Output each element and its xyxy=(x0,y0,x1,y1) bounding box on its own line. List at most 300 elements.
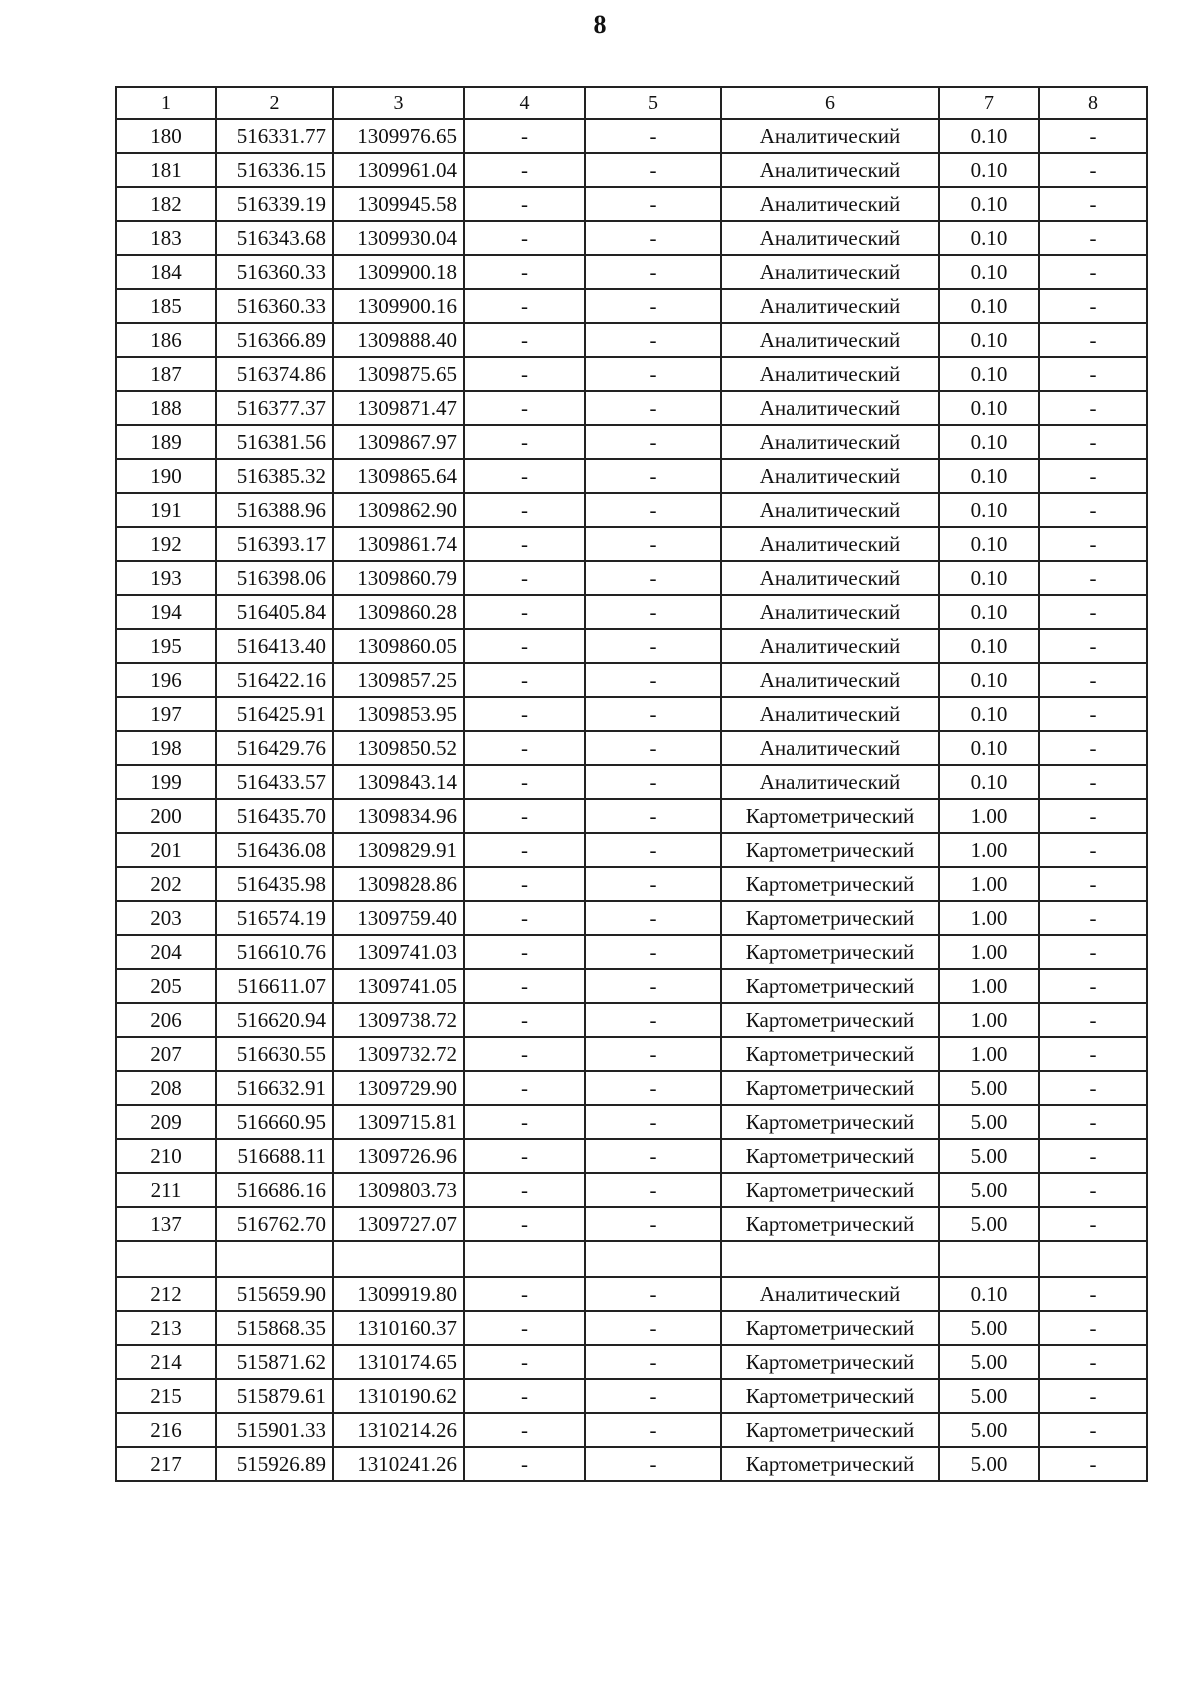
table-row xyxy=(116,493,1147,527)
table-cell: Картометрический xyxy=(721,833,939,867)
table-cell: 1.00 xyxy=(939,901,1039,935)
table-cell: 516377.37 xyxy=(216,391,333,425)
table-cell: - xyxy=(585,595,721,629)
table-row xyxy=(116,357,1147,391)
table-cell: Аналитический xyxy=(721,119,939,153)
table-cell: 516425.91 xyxy=(216,697,333,731)
table-row xyxy=(116,833,1147,867)
table-cell: 1309732.72 xyxy=(333,1037,464,1071)
table-row xyxy=(116,1447,1147,1481)
table-cell: 1310190.62 xyxy=(333,1379,464,1413)
table-cell: - xyxy=(1039,1071,1147,1105)
table-cell: 516405.84 xyxy=(216,595,333,629)
table-cell: - xyxy=(464,323,585,357)
table-cell: - xyxy=(1039,561,1147,595)
table-cell: Картометрический xyxy=(721,867,939,901)
table-cell: 1309759.40 xyxy=(333,901,464,935)
table-cell: - xyxy=(585,289,721,323)
table-cell: - xyxy=(1039,255,1147,289)
table-cell: - xyxy=(585,1311,721,1345)
table-cell: Картометрический xyxy=(721,1173,939,1207)
table-cell: - xyxy=(464,969,585,1003)
table-cell: 209 xyxy=(116,1105,216,1139)
table-cell: - xyxy=(464,527,585,561)
table-cell: - xyxy=(1039,493,1147,527)
table-cell: 194 xyxy=(116,595,216,629)
table-cell: - xyxy=(1039,425,1147,459)
table-row xyxy=(116,1037,1147,1071)
table-cell: 1309860.28 xyxy=(333,595,464,629)
table-cell: - xyxy=(464,731,585,765)
table-cell: 180 xyxy=(116,119,216,153)
table-cell: 516611.07 xyxy=(216,969,333,1003)
table-cell: 1309888.40 xyxy=(333,323,464,357)
table-cell: 516422.16 xyxy=(216,663,333,697)
table-cell: Аналитический xyxy=(721,357,939,391)
table-cell: 206 xyxy=(116,1003,216,1037)
table-cell: 1310214.26 xyxy=(333,1413,464,1447)
table-cell: - xyxy=(1039,289,1147,323)
table-row xyxy=(116,425,1147,459)
table-cell: - xyxy=(1039,153,1147,187)
table-cell: 1309930.04 xyxy=(333,221,464,255)
table-cell: - xyxy=(464,425,585,459)
table-cell: - xyxy=(464,119,585,153)
table-cell: Аналитический xyxy=(721,731,939,765)
table-cell: 214 xyxy=(116,1345,216,1379)
table-cell: 201 xyxy=(116,833,216,867)
table-cell: 5.00 xyxy=(939,1345,1039,1379)
table-cell: 5.00 xyxy=(939,1071,1039,1105)
table-cell: - xyxy=(1039,935,1147,969)
table-cell: 197 xyxy=(116,697,216,731)
table-cell: 195 xyxy=(116,629,216,663)
table-cell: 0.10 xyxy=(939,255,1039,289)
table-cell xyxy=(1039,1241,1147,1277)
table-row xyxy=(116,1139,1147,1173)
table-cell: 0.10 xyxy=(939,663,1039,697)
table-cell: 191 xyxy=(116,493,216,527)
table-cell: 1.00 xyxy=(939,833,1039,867)
table-row xyxy=(116,527,1147,561)
table-cell: - xyxy=(585,1003,721,1037)
column-header: 5 xyxy=(585,87,721,119)
table-cell: - xyxy=(1039,1311,1147,1345)
table-cell: Аналитический xyxy=(721,493,939,527)
table-cell: 1309843.14 xyxy=(333,765,464,799)
table-cell: 198 xyxy=(116,731,216,765)
table-row xyxy=(116,1379,1147,1413)
table-cell: - xyxy=(585,799,721,833)
table-cell: 199 xyxy=(116,765,216,799)
table-cell: - xyxy=(1039,187,1147,221)
table-cell: - xyxy=(464,935,585,969)
table-cell: - xyxy=(464,561,585,595)
table-cell: Картометрический xyxy=(721,1311,939,1345)
table-row xyxy=(116,629,1147,663)
table-cell: - xyxy=(1039,459,1147,493)
table-cell: - xyxy=(585,527,721,561)
table-cell: - xyxy=(1039,119,1147,153)
table-cell: 1310241.26 xyxy=(333,1447,464,1481)
table-cell: - xyxy=(585,765,721,799)
table-cell: - xyxy=(1039,1277,1147,1311)
table-cell: Аналитический xyxy=(721,187,939,221)
table-cell: 516660.95 xyxy=(216,1105,333,1139)
table-row xyxy=(116,153,1147,187)
table-row xyxy=(116,1311,1147,1345)
table-cell: 516360.33 xyxy=(216,255,333,289)
table-cell: - xyxy=(585,1379,721,1413)
table-cell: 516360.33 xyxy=(216,289,333,323)
column-header: 6 xyxy=(721,87,939,119)
table-cell: 1309900.18 xyxy=(333,255,464,289)
table-cell: 1309945.58 xyxy=(333,187,464,221)
table-cell: Картометрический xyxy=(721,1447,939,1481)
table-cell: Картометрический xyxy=(721,901,939,935)
table-cell: 0.10 xyxy=(939,561,1039,595)
table-cell: - xyxy=(585,1413,721,1447)
table-cell: 0.10 xyxy=(939,493,1039,527)
table-cell: 0.10 xyxy=(939,357,1039,391)
table-cell: Картометрический xyxy=(721,799,939,833)
table-cell: 1309829.91 xyxy=(333,833,464,867)
table-cell: 1.00 xyxy=(939,867,1039,901)
table-cell: 1309861.74 xyxy=(333,527,464,561)
table-row xyxy=(116,1105,1147,1139)
table-cell: 5.00 xyxy=(939,1447,1039,1481)
table-cell: 203 xyxy=(116,901,216,935)
table-cell: - xyxy=(1039,1413,1147,1447)
table-row xyxy=(116,561,1147,595)
table-cell: 0.10 xyxy=(939,697,1039,731)
table-cell: 187 xyxy=(116,357,216,391)
table-cell: 1309715.81 xyxy=(333,1105,464,1139)
table-cell: - xyxy=(585,119,721,153)
table-cell: 1.00 xyxy=(939,935,1039,969)
table-cell: 516620.94 xyxy=(216,1003,333,1037)
table-cell: 137 xyxy=(116,1207,216,1241)
table-cell: - xyxy=(464,867,585,901)
table-cell: 0.10 xyxy=(939,153,1039,187)
table-cell: - xyxy=(585,1345,721,1379)
table-cell: - xyxy=(1039,731,1147,765)
table-row xyxy=(116,731,1147,765)
table-cell: 0.10 xyxy=(939,187,1039,221)
table-cell: - xyxy=(1039,833,1147,867)
table-cell: - xyxy=(585,833,721,867)
table-cell: 516630.55 xyxy=(216,1037,333,1071)
table-cell: 184 xyxy=(116,255,216,289)
table-row xyxy=(116,119,1147,153)
table-cell: - xyxy=(464,391,585,425)
table-header-row xyxy=(116,87,1147,119)
table-cell: 1309741.05 xyxy=(333,969,464,1003)
table-cell: - xyxy=(585,561,721,595)
table-cell: Аналитический xyxy=(721,153,939,187)
table-cell: 1.00 xyxy=(939,1037,1039,1071)
table-cell: 1309729.90 xyxy=(333,1071,464,1105)
table-cell: 183 xyxy=(116,221,216,255)
table-cell: 212 xyxy=(116,1277,216,1311)
table-cell: - xyxy=(585,1207,721,1241)
table-cell: - xyxy=(464,153,585,187)
table-cell: 516610.76 xyxy=(216,935,333,969)
table-row xyxy=(116,255,1147,289)
table-cell: 215 xyxy=(116,1379,216,1413)
table-cell: - xyxy=(585,731,721,765)
table-cell: Аналитический xyxy=(721,459,939,493)
table-cell: - xyxy=(464,459,585,493)
table-cell xyxy=(333,1241,464,1277)
table-cell: 0.10 xyxy=(939,425,1039,459)
table-cell: 188 xyxy=(116,391,216,425)
column-header: 7 xyxy=(939,87,1039,119)
table-cell: 5.00 xyxy=(939,1413,1039,1447)
table-row xyxy=(116,1241,1147,1277)
table-cell: 516632.91 xyxy=(216,1071,333,1105)
coordinates-table xyxy=(115,86,1148,1482)
table-cell: - xyxy=(464,187,585,221)
table-cell: - xyxy=(1039,629,1147,663)
table-cell: 5.00 xyxy=(939,1311,1039,1345)
table-cell: - xyxy=(464,1105,585,1139)
table-row xyxy=(116,1277,1147,1311)
table-row xyxy=(116,1413,1147,1447)
table-cell: 516574.19 xyxy=(216,901,333,935)
table-cell: - xyxy=(464,221,585,255)
table-cell: Аналитический xyxy=(721,1277,939,1311)
table-cell: - xyxy=(464,1345,585,1379)
table-cell: 1309726.96 xyxy=(333,1139,464,1173)
table-cell: 216 xyxy=(116,1413,216,1447)
table-cell: - xyxy=(464,493,585,527)
table-cell: 0.10 xyxy=(939,731,1039,765)
table-cell: - xyxy=(585,425,721,459)
table-row xyxy=(116,697,1147,731)
table-cell: 1309853.95 xyxy=(333,697,464,731)
table-cell: - xyxy=(1039,1173,1147,1207)
table-cell: - xyxy=(464,1277,585,1311)
table-cell: - xyxy=(585,391,721,425)
table-cell: 1309919.80 xyxy=(333,1277,464,1311)
table-cell: Аналитический xyxy=(721,289,939,323)
table-cell: - xyxy=(464,289,585,323)
table-cell: 516336.15 xyxy=(216,153,333,187)
table-cell: 1.00 xyxy=(939,1003,1039,1037)
table-cell: - xyxy=(464,901,585,935)
table-row xyxy=(116,221,1147,255)
table-cell: - xyxy=(585,697,721,731)
table-cell: Картометрический xyxy=(721,1207,939,1241)
table-cell: Картометрический xyxy=(721,1379,939,1413)
table-cell: - xyxy=(464,1379,585,1413)
table-cell: 185 xyxy=(116,289,216,323)
table-cell: 204 xyxy=(116,935,216,969)
table-cell: 515868.35 xyxy=(216,1311,333,1345)
column-header: 2 xyxy=(216,87,333,119)
table-cell: - xyxy=(1039,1105,1147,1139)
table-cell: Аналитический xyxy=(721,765,939,799)
table-cell: 1309850.52 xyxy=(333,731,464,765)
table-cell: 1309803.73 xyxy=(333,1173,464,1207)
table-cell: - xyxy=(464,1139,585,1173)
table-cell: 1309865.64 xyxy=(333,459,464,493)
table-cell: - xyxy=(1039,901,1147,935)
table-cell: - xyxy=(1039,1003,1147,1037)
table-cell: - xyxy=(585,1277,721,1311)
table-cell: 1309860.79 xyxy=(333,561,464,595)
table-cell: 516343.68 xyxy=(216,221,333,255)
column-header: 3 xyxy=(333,87,464,119)
table-cell: - xyxy=(464,1037,585,1071)
table-cell: - xyxy=(1039,1379,1147,1413)
table-cell: - xyxy=(585,1447,721,1481)
table-cell: - xyxy=(1039,765,1147,799)
table-cell: 516385.32 xyxy=(216,459,333,493)
table-cell xyxy=(216,1241,333,1277)
table-cell: 5.00 xyxy=(939,1139,1039,1173)
table-cell: - xyxy=(464,629,585,663)
table-row xyxy=(116,289,1147,323)
table-cell: 515871.62 xyxy=(216,1345,333,1379)
table-cell: 1309834.96 xyxy=(333,799,464,833)
table-row xyxy=(116,765,1147,799)
table-cell: 1309860.05 xyxy=(333,629,464,663)
table-cell: 516388.96 xyxy=(216,493,333,527)
table-cell: 516374.86 xyxy=(216,357,333,391)
table-cell: - xyxy=(585,1105,721,1139)
table-row xyxy=(116,867,1147,901)
table-cell: 1310160.37 xyxy=(333,1311,464,1345)
table-row xyxy=(116,1173,1147,1207)
table-cell: Картометрический xyxy=(721,1413,939,1447)
table-cell: - xyxy=(585,357,721,391)
table-cell: 5.00 xyxy=(939,1105,1039,1139)
table-cell: - xyxy=(1039,799,1147,833)
table-row xyxy=(116,1207,1147,1241)
table-cell: 1.00 xyxy=(939,969,1039,1003)
table-cell: Аналитический xyxy=(721,255,939,289)
table-cell: - xyxy=(585,187,721,221)
page-number: 8 xyxy=(593,10,607,39)
table-cell: 516686.16 xyxy=(216,1173,333,1207)
table-cell xyxy=(116,1241,216,1277)
table-cell: - xyxy=(585,493,721,527)
table-cell: - xyxy=(464,1003,585,1037)
table-cell: 1309741.03 xyxy=(333,935,464,969)
table-cell: 515879.61 xyxy=(216,1379,333,1413)
table-cell: Аналитический xyxy=(721,561,939,595)
table-row xyxy=(116,459,1147,493)
table-cell: 213 xyxy=(116,1311,216,1345)
table-cell: 516433.57 xyxy=(216,765,333,799)
table-cell: 193 xyxy=(116,561,216,595)
table-cell xyxy=(721,1241,939,1277)
table-cell: - xyxy=(1039,1139,1147,1173)
table-cell: 515926.89 xyxy=(216,1447,333,1481)
table-cell: 516366.89 xyxy=(216,323,333,357)
table-cell: - xyxy=(464,595,585,629)
table-cell: 205 xyxy=(116,969,216,1003)
table-cell: 210 xyxy=(116,1139,216,1173)
table-cell: - xyxy=(464,357,585,391)
table-cell: 0.10 xyxy=(939,629,1039,663)
table-cell: 5.00 xyxy=(939,1207,1039,1241)
table-cell: 1309867.97 xyxy=(333,425,464,459)
table-cell: 208 xyxy=(116,1071,216,1105)
table-cell xyxy=(939,1241,1039,1277)
table-cell: 516413.40 xyxy=(216,629,333,663)
table-cell: - xyxy=(1039,391,1147,425)
table-cell: - xyxy=(585,1071,721,1105)
table-cell: 182 xyxy=(116,187,216,221)
column-header: 4 xyxy=(464,87,585,119)
table-cell: 516331.77 xyxy=(216,119,333,153)
table-cell: 1309828.86 xyxy=(333,867,464,901)
table-cell: 186 xyxy=(116,323,216,357)
table-cell: 516381.56 xyxy=(216,425,333,459)
table-cell: 211 xyxy=(116,1173,216,1207)
table-cell: 1309961.04 xyxy=(333,153,464,187)
table-cell: - xyxy=(1039,595,1147,629)
table-cell: 202 xyxy=(116,867,216,901)
table-cell: Аналитический xyxy=(721,629,939,663)
table-cell: - xyxy=(585,255,721,289)
table-cell: - xyxy=(1039,867,1147,901)
table-cell: Картометрический xyxy=(721,1105,939,1139)
table-cell: - xyxy=(464,1311,585,1345)
table-cell: - xyxy=(585,935,721,969)
table-cell: Аналитический xyxy=(721,527,939,561)
table-row xyxy=(116,663,1147,697)
table-cell: Картометрический xyxy=(721,1139,939,1173)
table-cell: - xyxy=(464,1447,585,1481)
table-cell: - xyxy=(1039,1037,1147,1071)
table-cell: 207 xyxy=(116,1037,216,1071)
table-cell: - xyxy=(464,255,585,289)
table-cell: 181 xyxy=(116,153,216,187)
table-cell: 217 xyxy=(116,1447,216,1481)
table-cell: 1310174.65 xyxy=(333,1345,464,1379)
table-cell xyxy=(585,1241,721,1277)
table-cell: 196 xyxy=(116,663,216,697)
column-header: 1 xyxy=(116,87,216,119)
table-row xyxy=(116,935,1147,969)
table-cell: - xyxy=(1039,663,1147,697)
table-cell: - xyxy=(1039,527,1147,561)
table-cell: 0.10 xyxy=(939,765,1039,799)
table-cell: 0.10 xyxy=(939,119,1039,153)
table-cell: 0.10 xyxy=(939,323,1039,357)
table-cell: 1309738.72 xyxy=(333,1003,464,1037)
table-cell: - xyxy=(464,663,585,697)
table-cell: - xyxy=(1039,969,1147,1003)
table-row xyxy=(116,323,1147,357)
table-cell: - xyxy=(585,867,721,901)
table-row xyxy=(116,391,1147,425)
table-cell: 516688.11 xyxy=(216,1139,333,1173)
table-cell: Картометрический xyxy=(721,969,939,1003)
table-cell: 1309727.07 xyxy=(333,1207,464,1241)
table-cell: Картометрический xyxy=(721,1345,939,1379)
table-cell: 1309857.25 xyxy=(333,663,464,697)
table-cell: - xyxy=(1039,221,1147,255)
table-cell: Аналитический xyxy=(721,595,939,629)
table-row xyxy=(116,799,1147,833)
table-cell: 1309976.65 xyxy=(333,119,464,153)
table-row xyxy=(116,1003,1147,1037)
